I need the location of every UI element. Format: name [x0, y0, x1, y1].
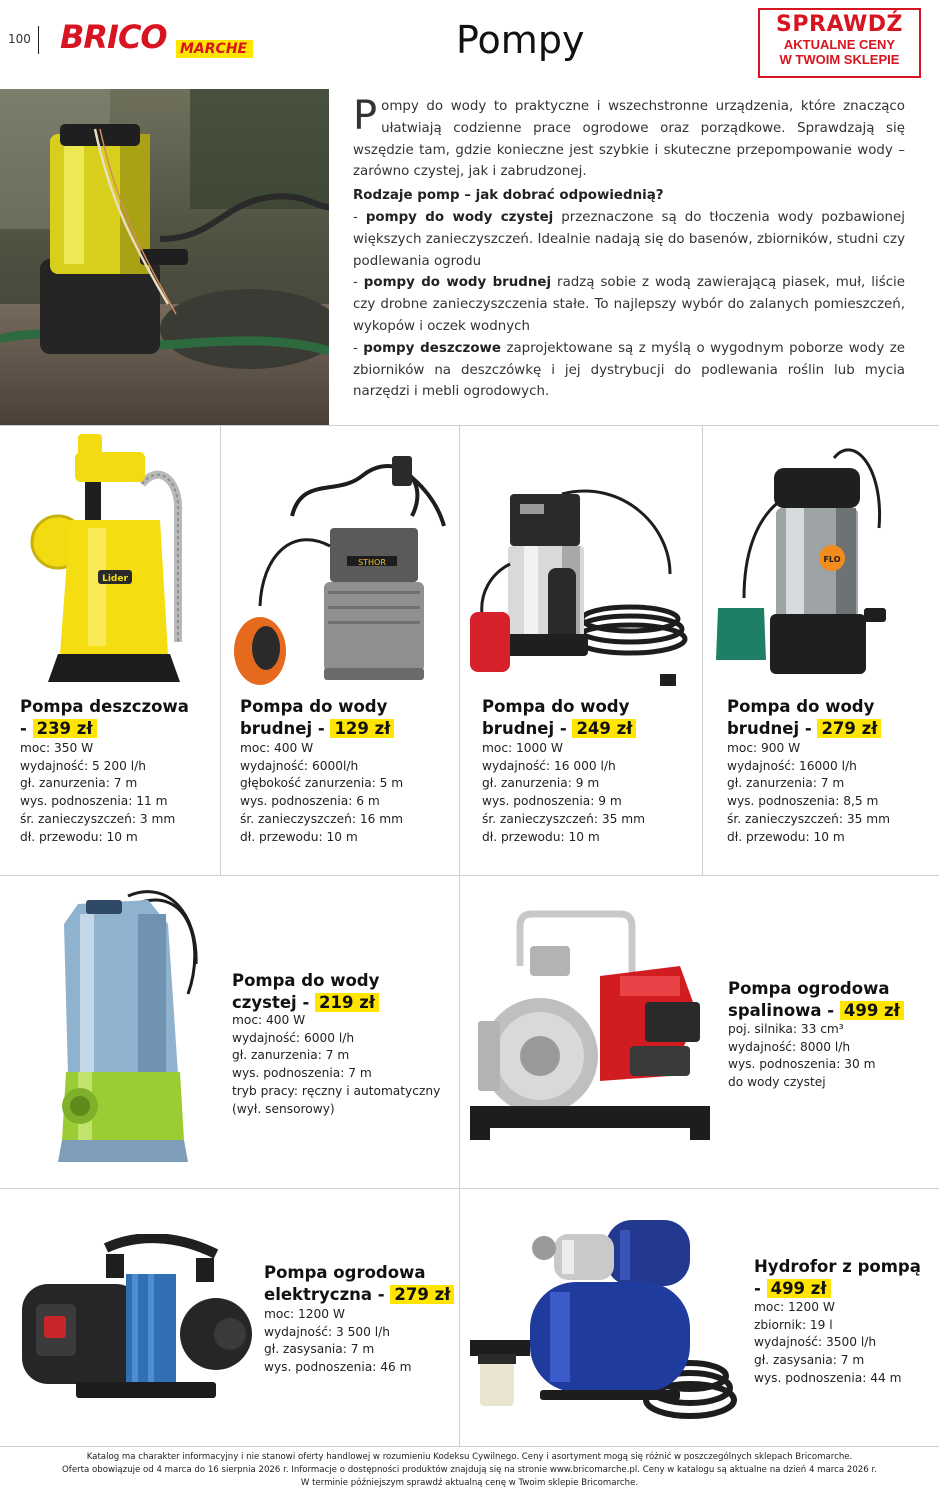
- pump-type-text: radzą sobie z wodą zawierającą piasek, muł, liście czy drobne zanieczyszczenia stałe. To najlepszy wybór do zalanych pomieszczeń, wykopów i oczek wodnych: [353, 275, 906, 334]
- page-number: 100: [8, 32, 31, 46]
- footer-line-2: Oferta obowiązuje od 4 marca do 16 sierpnia 2026 r. Informacje o dostępności produktów znajdują się na stronie www.bricomarche.pl. Ceny w katalogu są aktualne na dzień 4 marca 2026 r.: [62, 1465, 877, 1475]
- grid-divider: [702, 426, 703, 875]
- spec-line: wydajność: 3 500 l/h: [264, 1324, 390, 1339]
- pump-type-prefix: -: [353, 275, 364, 291]
- spec-line: wys. podnoszenia: 30 m: [728, 1057, 876, 1072]
- intro-question: Rodzaje pomp – jak dobrać odpowiednią?: [353, 188, 664, 204]
- spec-line: gł. zanurzenia: 9 m: [482, 776, 600, 791]
- product-title-lead: spalinowa -: [728, 1001, 840, 1020]
- spec-line: wys. podnoszenia: 7 m: [232, 1066, 372, 1081]
- spec-line: moc: 400 W: [232, 1013, 306, 1027]
- header-divider: [38, 26, 39, 54]
- logo-marche-text: MARCHE: [176, 40, 253, 58]
- spec-line: wys. podnoszenia: 6 m: [240, 794, 380, 809]
- spec-line: dł. przewodu: 10 m: [482, 829, 600, 844]
- pump-type-prefix: -: [353, 209, 366, 225]
- svg-text:Lider: Lider: [102, 574, 128, 584]
- grid-divider: [0, 425, 939, 426]
- spec-line: gł. zanurzenia: 7 m: [232, 1048, 350, 1063]
- dirty-pump-129-image: [232, 456, 452, 686]
- product-title-lead: czystej -: [232, 993, 316, 1012]
- product-title-line1: Pompa do wody: [240, 697, 388, 716]
- intro-photo: [0, 89, 329, 425]
- spec-line: wydajność: 3500 l/h: [754, 1335, 877, 1350]
- pump-type-name: pompy do wody czystej: [365, 209, 554, 225]
- product-title-line1: Pompa ogrodowa: [264, 1263, 426, 1282]
- product-title-line2: [727, 718, 881, 740]
- grid-divider: [459, 876, 460, 1446]
- product-title-line1: Pompa ogrodowa: [728, 979, 890, 998]
- spec-line: zbiornik: 19 l: [754, 1317, 833, 1332]
- pump-type-prefix: -: [353, 340, 364, 356]
- spec-line: śr. zanieczyszczeń: 3 mm: [20, 811, 176, 826]
- product-title-line1: Hydrofor z pompą: [754, 1257, 921, 1276]
- pump-type-name: pompy deszczowe: [363, 340, 501, 356]
- product-title: [727, 696, 881, 740]
- spec-line: moc: 1200 W: [754, 1300, 835, 1314]
- product-title-line1: Pompa do wody: [727, 697, 875, 716]
- grid-divider: [459, 426, 460, 875]
- product-title: [20, 696, 189, 740]
- product-title-lead: -: [754, 1279, 767, 1298]
- product-title-line2: [728, 1000, 904, 1022]
- spec-line: gł. zanurzenia: 7 m: [20, 776, 138, 791]
- svg-text:FLO: FLO: [823, 555, 841, 564]
- pump-type-text: przeznaczone są do tłoczenia wody pozbawionej większych zanieczyszczeń. Idealnie nadają się do basenów, zbiorników, studni czy podlewania ogrodu: [353, 209, 905, 269]
- spec-line: wys. podnoszenia: 9 m: [482, 794, 622, 809]
- grid-divider: [0, 1188, 939, 1189]
- product-title-line2: [754, 1278, 921, 1300]
- price-tag: 499 zł: [767, 1279, 831, 1298]
- product-specs: [240, 740, 403, 846]
- footer-line-3: W terminie późniejszym sprawdź aktualną cenę w Twoim sklepie Bricomarche.: [300, 1478, 639, 1488]
- product-title-lead: brudnej -: [482, 719, 573, 738]
- spec-line: wys. podnoszenia: 11 m: [20, 794, 168, 809]
- spec-line: dł. przewodu: 10 m: [240, 829, 358, 844]
- petrol-pump-image: [470, 906, 718, 1152]
- product-title-line2: [20, 718, 189, 740]
- spec-line: moc: 900 W: [727, 741, 801, 755]
- product-title-line2: [240, 718, 394, 740]
- logo-brico-text: BRICO: [60, 18, 167, 56]
- product-specs: [728, 1021, 875, 1092]
- grid-divider: [220, 426, 221, 875]
- check-prices-stamp: [758, 8, 921, 78]
- bricomarche-logo: [60, 18, 260, 66]
- spec-line: głębokość zanurzenia: 5 m: [240, 776, 404, 791]
- spec-line: (wył. sensorowy): [232, 1101, 335, 1116]
- spec-line: wydajność: 6000l/h: [240, 758, 359, 773]
- intro-dropcap: P: [353, 93, 378, 139]
- product-title-lead: brudnej -: [727, 719, 818, 738]
- spec-line: dł. przewodu: 10 m: [20, 829, 138, 844]
- product-title-lead: -: [20, 719, 33, 738]
- pump-type-name: pompy do wody brudnej: [363, 275, 552, 291]
- product-title: [728, 978, 904, 1022]
- product-title-line2: [264, 1284, 454, 1306]
- pump-type-dirty: [353, 272, 905, 337]
- product-title-line1: Pompa deszczowa: [20, 697, 189, 716]
- product-title: [482, 696, 636, 740]
- spec-line: śr. zanieczyszczeń: 35 mm: [727, 811, 890, 826]
- product-title: [264, 1262, 454, 1306]
- spec-line: gł. zasysania: 7 m: [264, 1342, 375, 1357]
- clean-pump-image: [38, 884, 208, 1172]
- page-header: [0, 0, 939, 88]
- spec-line: śr. zanieczyszczeń: 16 mm: [240, 811, 403, 826]
- intro-text: [353, 93, 906, 403]
- price-tag: 129 zł: [330, 719, 394, 738]
- pump-type-rain: [353, 338, 905, 403]
- intro-body: ompy do wody to praktyczne i wszechstronne urządzenia, które znacząco ułatwiają codzienne prace ogrodowe oraz porządkowe. Sprawdzają się wszędzie tam, gdzie konieczne jest szybkie i skuteczne przepompowanie wody – zarówno czystej, jak i zabrudzonej.: [353, 99, 905, 180]
- footer-line-1: Katalog ma charakter informacyjny i nie stanowi oferty handlowej w rozumieniu Kodeksu Cywilnego. Ceny i asortyment mogą się różnić w poszczególnych sklepach Bricomarche.: [86, 1452, 853, 1462]
- legal-footer: [0, 1446, 939, 1500]
- electric-pump-image: [16, 1234, 252, 1414]
- product-title: [232, 970, 379, 1014]
- intro-paragraph: [353, 93, 905, 183]
- hydrofor-image: [470, 1210, 742, 1438]
- product-title-line1: Pompa do wody: [482, 697, 630, 716]
- product-title: [240, 696, 394, 740]
- spec-line: wydajność: 16000 l/h: [727, 758, 857, 773]
- price-tag: 499 zł: [840, 1001, 904, 1020]
- spec-line: wydajność: 16 000 l/h: [482, 758, 616, 773]
- pump-type-text: zaprojektowane są z myślą o wygodnym poborze wody ze zbiorników na deszczówkę i jej dystrybucji do podlewania roślin lub mycia narzędzi i mebli ogrodowych.: [353, 340, 905, 400]
- spec-line: wys. podnoszenia: 46 m: [264, 1360, 412, 1375]
- dirty-pump-279-image: [714, 438, 894, 684]
- price-tag: 219 zł: [315, 993, 379, 1012]
- spec-line: wydajność: 5 200 l/h: [20, 758, 146, 773]
- rain-pump-image: [30, 432, 190, 688]
- spec-line: tryb pracy: ręczny i automatyczny: [232, 1083, 441, 1098]
- spec-line: moc: 400 W: [240, 741, 314, 755]
- stamp-line-1: SPRAWDŹ: [776, 12, 903, 37]
- product-title: [754, 1256, 921, 1300]
- spec-line: gł. zanurzenia: 7 m: [727, 776, 845, 791]
- spec-line: śr. zanieczyszczeń: 35 mm: [482, 811, 645, 826]
- spec-line: do wody czystej: [728, 1075, 826, 1090]
- product-specs: [754, 1299, 901, 1388]
- product-title-lead: elektryczna -: [264, 1285, 391, 1304]
- product-title-line1: Pompa do wody: [232, 971, 380, 990]
- product-title-lead: brudnej -: [240, 719, 331, 738]
- product-specs: [232, 1012, 440, 1118]
- price-tag: 249 zł: [572, 719, 636, 738]
- spec-line: wys. podnoszenia: 44 m: [754, 1370, 902, 1385]
- price-tag: 279 zł: [817, 719, 881, 738]
- product-specs: [727, 740, 890, 846]
- price-tag: 239 zł: [33, 719, 97, 738]
- spec-line: gł. zasysania: 7 m: [754, 1353, 865, 1368]
- product-specs: [20, 740, 175, 846]
- price-tag: 279 zł: [390, 1285, 454, 1304]
- spec-line: poj. silnika: 33 cm³: [728, 1022, 844, 1036]
- product-title-line2: [232, 992, 379, 1014]
- product-specs: [264, 1306, 411, 1377]
- svg-text:STHOR: STHOR: [358, 558, 386, 567]
- page-title: Pompy: [456, 18, 585, 62]
- product-specs: [482, 740, 645, 846]
- stamp-line-3: W TWOIM SKLEPIE: [779, 52, 900, 67]
- spec-line: moc: 350 W: [20, 741, 94, 755]
- spec-line: moc: 1000 W: [482, 741, 563, 755]
- pump-type-clean: [353, 207, 905, 272]
- spec-line: dł. przewodu: 10 m: [727, 829, 845, 844]
- spec-line: wydajność: 8000 l/h: [728, 1039, 851, 1054]
- spec-line: wys. podnoszenia: 8,5 m: [727, 794, 879, 809]
- grid-divider: [0, 875, 939, 876]
- spec-line: moc: 1200 W: [264, 1307, 345, 1321]
- product-title-line2: [482, 718, 636, 740]
- spec-line: wydajność: 6000 l/h: [232, 1030, 355, 1045]
- dirty-pump-249-image: [470, 484, 692, 689]
- stamp-line-2: AKTUALNE CENY: [783, 37, 896, 52]
